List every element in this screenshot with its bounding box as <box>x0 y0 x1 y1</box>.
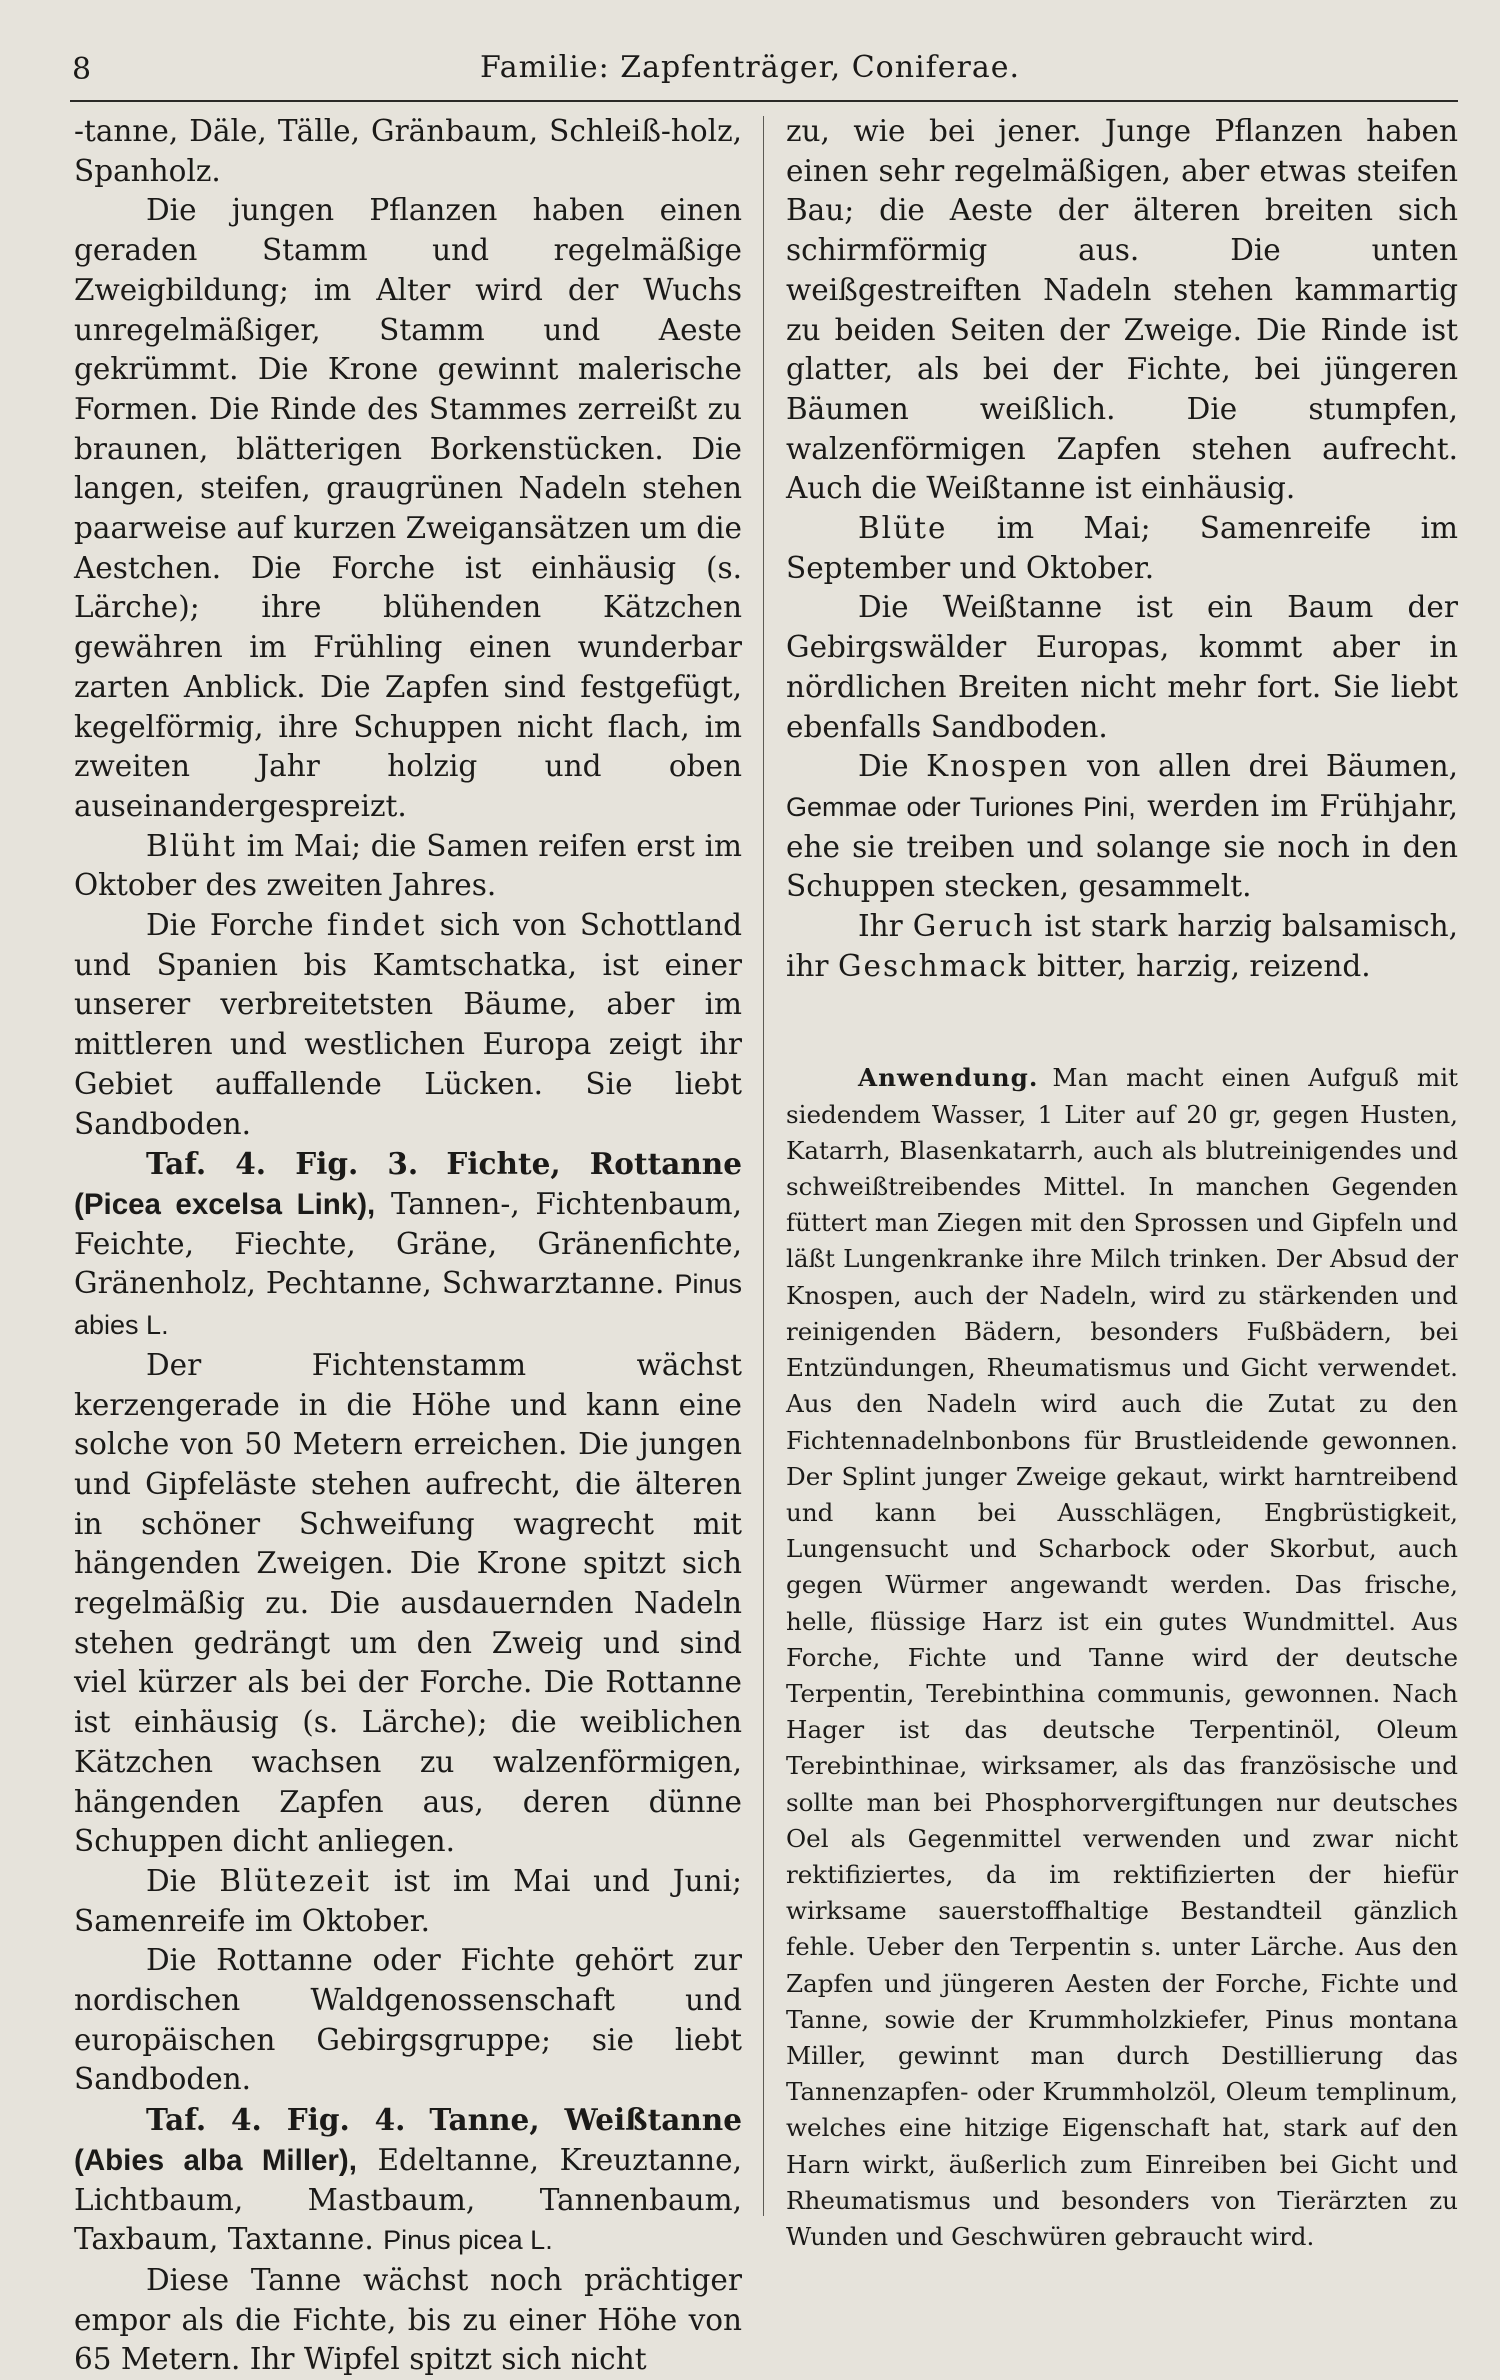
paragraph-text: Die <box>858 749 909 784</box>
paragraph <box>74 1346 742 1862</box>
species-entry <box>74 2100 742 2261</box>
emphasis-word: Knospen <box>926 749 1070 784</box>
emphasis-word: Geschmack <box>837 948 1028 983</box>
column-divider <box>763 116 764 2216</box>
emphasis-word: Geruch <box>912 909 1035 944</box>
paragraph-text: Der Fichtenstamm wächst kerzengerade in die Höhe und kann eine solche von 50 Metern erreichen. Die jungen und Gipfeläste stehen aufrecht, die älteren in schöner Schweifung wagrecht mit hängenden Zweigen. Die Krone spitzt sich regelmäßig zu. Die ausdauernden Nadeln stehen gedrängt um den Zweig und sind viel kürzer als bei der Forche. Die Rottanne ist einhäusig (s. Lärche); die weiblichen Kätzchen wachsen zu walzenförmigen, hängenden Zapfen aus, deren dünne Schuppen dicht anliegen. <box>74 1347 742 1859</box>
left-column <box>74 112 742 2380</box>
paragraph-text: Die Rottanne oder Fichte gehört zur nordischen Waldgenossenschaft und europäischen Gebirgsgruppe; sie liebt Sandboden. <box>74 1943 742 2097</box>
emphasis-word: Blüte <box>858 511 948 546</box>
paragraph-text: werden im Frühjahr, ehe sie treiben und solange sie noch in den Schuppen stecken, gesammelt. <box>786 788 1458 904</box>
botanical-name: (Picea excelsa Link), <box>74 1187 376 1221</box>
paragraph <box>74 906 742 1144</box>
paragraph-text: Die Forche <box>146 908 314 943</box>
paragraph-text: von allen drei Bäumen, <box>1086 749 1458 784</box>
synonym: Pinus picea L. <box>383 2225 553 2256</box>
figure-reference: Taf. 4. Fig. 3. <box>146 1146 419 1182</box>
running-title: Familie: Zapfenträger, Coniferae. <box>479 50 1021 85</box>
synonym: Pinus abies L. <box>74 1269 742 1341</box>
paragraph-text: Diese Tanne wächst noch prächtiger empor als die Fichte, bis zu einer Höhe von 65 Metern. Ihr Wipfel spitzt sich nicht <box>74 2262 742 2377</box>
usage-text: Man macht einen Aufguß mit siedendem Wasser, 1 Liter auf 20 gr, gegen Husten, Katarrh, Blasenkatarrh, auch als blutreinigendes und schweißtreibendes Mittel. In manchen Gegenden füttert man Ziegen mit den Sprossen und Gipfeln und läßt Lungenkranke ihre Milch trinken. Der Absud der Knospen, auch der Nadeln, wird zu stärkenden und reinigenden Bädern, besonders Fußbädern, bei Entzündungen, Rheumatismus und Gicht verwendet. Aus den Nadeln wird auch die Zutat zu den Fichtennadelnbonbons für Brustleidende gewonnen. Der Splint junger Zweige gekaut, wirkt harntreibend und kann bei Ausschlägen, Engbrüstigkeit, Lungensucht und Scharbock oder Skorbut, auch gegen Würmer angewandt werden. Das frische, helle, flüssige Harz ist ein gutes Wundmittel. Aus Forche, Fichte und Tanne wird der deutsche Terpentin, Terebinthina communis, gewonnen. Nach Hager ist das deutsche Terpentinöl, Oleum Terebinthinae, wirksamer, als das französische und sollte man bei Phosphorvergiftungen nur deutsches Oel als Gegenmittel verwenden und zwar nicht rektifiziertes, da im rektifizierten der hiefür wirksame sauerstoffhaltige Bestandteil gänzlich fehle. Ueber den Terpentin s. unter Lärche. Aus den Zapfen und jüngeren Aesten der Forche, Fichte und Tanne, sowie der Krummholzkiefer, Pinus montana Miller, gewinnt man durch Destillierung das Tannenzapfen- oder Krummholzöl, Oleum templinum, welches eine hitzige Eigenschaft hat, stark auf den Harn wirkt, äußerlich zum Einreiben bei Gicht und Rheumatismus und besonders von Tierärzten zu Wunden und Geschwüren gebraucht wird. <box>786 1063 1458 2251</box>
paragraph-text: ist stark harzig balsamisch, ihr <box>786 909 1458 983</box>
usage-heading: Anwendung. <box>858 1063 1039 1093</box>
common-names: Tannen-, Fichtenbaum, Feichte, Fiechte, Gräne, Gränenfichte, Gränenholz, Pechtanne, Schwarztanne. <box>74 1186 742 1301</box>
paragraph <box>786 747 1458 907</box>
paragraph-text: Die jungen Pflanzen haben einen geraden Stamm und regelmäßige Zweigbildung; im Alter wird der Wuchs unregelmäßiger, Stamm und Aeste gekrümmt. Die Krone gewinnt malerische Formen. Die Rinde des Stammes zerreißt zu braunen, blätterigen Borkenstücken. Die langen, steifen, graugrünen Nadeln stehen paarweise auf kurzen Zweigansätzen um die Aestchen. Die Forche ist einhäusig (s. Lärche); ihre blühenden Kätzchen gewähren im Frühling einen wunderbar zarten Anblick. Die Zapfen sind festgefügt, kegelförmig, ihre Schuppen nicht flach, im zweiten Jahr holzig und oben auseinandergespreizt. <box>74 193 742 823</box>
right-column <box>786 112 1458 2255</box>
paragraph <box>786 588 1458 747</box>
paragraph-text: im Mai; Samenreife im September und Oktober. <box>786 511 1458 585</box>
common-names: Edeltanne, Kreuztanne, Lichtbaum, Mastbaum, Tannenbaum, Taxbaum, Taxtanne. <box>74 2142 742 2257</box>
paragraph-text: Die Weißtanne ist ein Baum der Gebirgswälder Europas, kommt aber in nördlichen Breiten nicht mehr fort. Sie liebt ebenfalls Sandboden. <box>786 590 1458 744</box>
paragraph <box>786 112 1458 509</box>
species-name: Fichte, Rottanne <box>446 1146 742 1182</box>
paragraph-text: Die <box>146 1863 197 1898</box>
figure-reference: Taf. 4. Fig. 4. <box>146 2102 406 2138</box>
species-entry <box>74 1144 742 1346</box>
paragraph <box>74 1941 742 2100</box>
header-rule <box>70 100 1458 102</box>
paragraph-text: bitter, harzig, reizend. <box>1036 948 1371 983</box>
paragraph-text: Ihr <box>858 909 903 944</box>
paragraph-text: -tanne, Däle, Tälle, Gränbaum, Schleiß-holz, Spanholz. <box>74 114 742 188</box>
species-name: Tanne, Weißtanne <box>429 2102 742 2138</box>
paragraph-text: ist im Mai und Juni; Samenreife im Oktober. <box>74 1863 742 1938</box>
drug-name: Gemmae oder Turiones Pini, <box>786 791 1136 822</box>
paragraph-text: zu, wie bei jener. Junge Pflanzen haben einen sehr regelmäßigen, aber etwas steifen Bau; die Aeste der älteren breiten sich schirmförmig aus. Die unten weißgestreiften Nadeln stehen kammartig zu beiden Seiten der Zweige. Die Rinde ist glatter, als bei der Fichte, bei jüngeren Bäumen weißlich. Die stumpfen, walzenförmigen Zapfen stehen aufrecht. Auch die Weißtanne ist einhäusig. <box>786 114 1458 506</box>
paragraph <box>74 112 742 191</box>
page-number: 8 <box>72 52 92 87</box>
usage-section <box>786 1060 1458 2255</box>
paragraph <box>786 509 1458 588</box>
botanical-name: (Abies alba Miller), <box>74 2143 357 2177</box>
paragraph <box>74 827 742 906</box>
emphasis-word: findet <box>326 908 427 943</box>
paragraph <box>74 2261 742 2380</box>
paragraph <box>74 1862 742 1941</box>
paragraph-text: sich von Schottland und Spanien bis Kamtschatka, ist einer unserer verbreitetsten Bäume, aber im mittleren und westlichen Europa zeigt ihr Gebiet auffallende Lücken. Sie liebt Sandboden. <box>74 908 742 1141</box>
emphasis-word: Blütezeit <box>219 1863 372 1898</box>
paragraph <box>74 191 742 826</box>
emphasis-word: Blüht <box>146 828 237 863</box>
paragraph <box>786 907 1458 986</box>
paragraph-text: im Mai; die Samen reifen erst im Oktober des zweiten Jahres. <box>74 828 742 903</box>
